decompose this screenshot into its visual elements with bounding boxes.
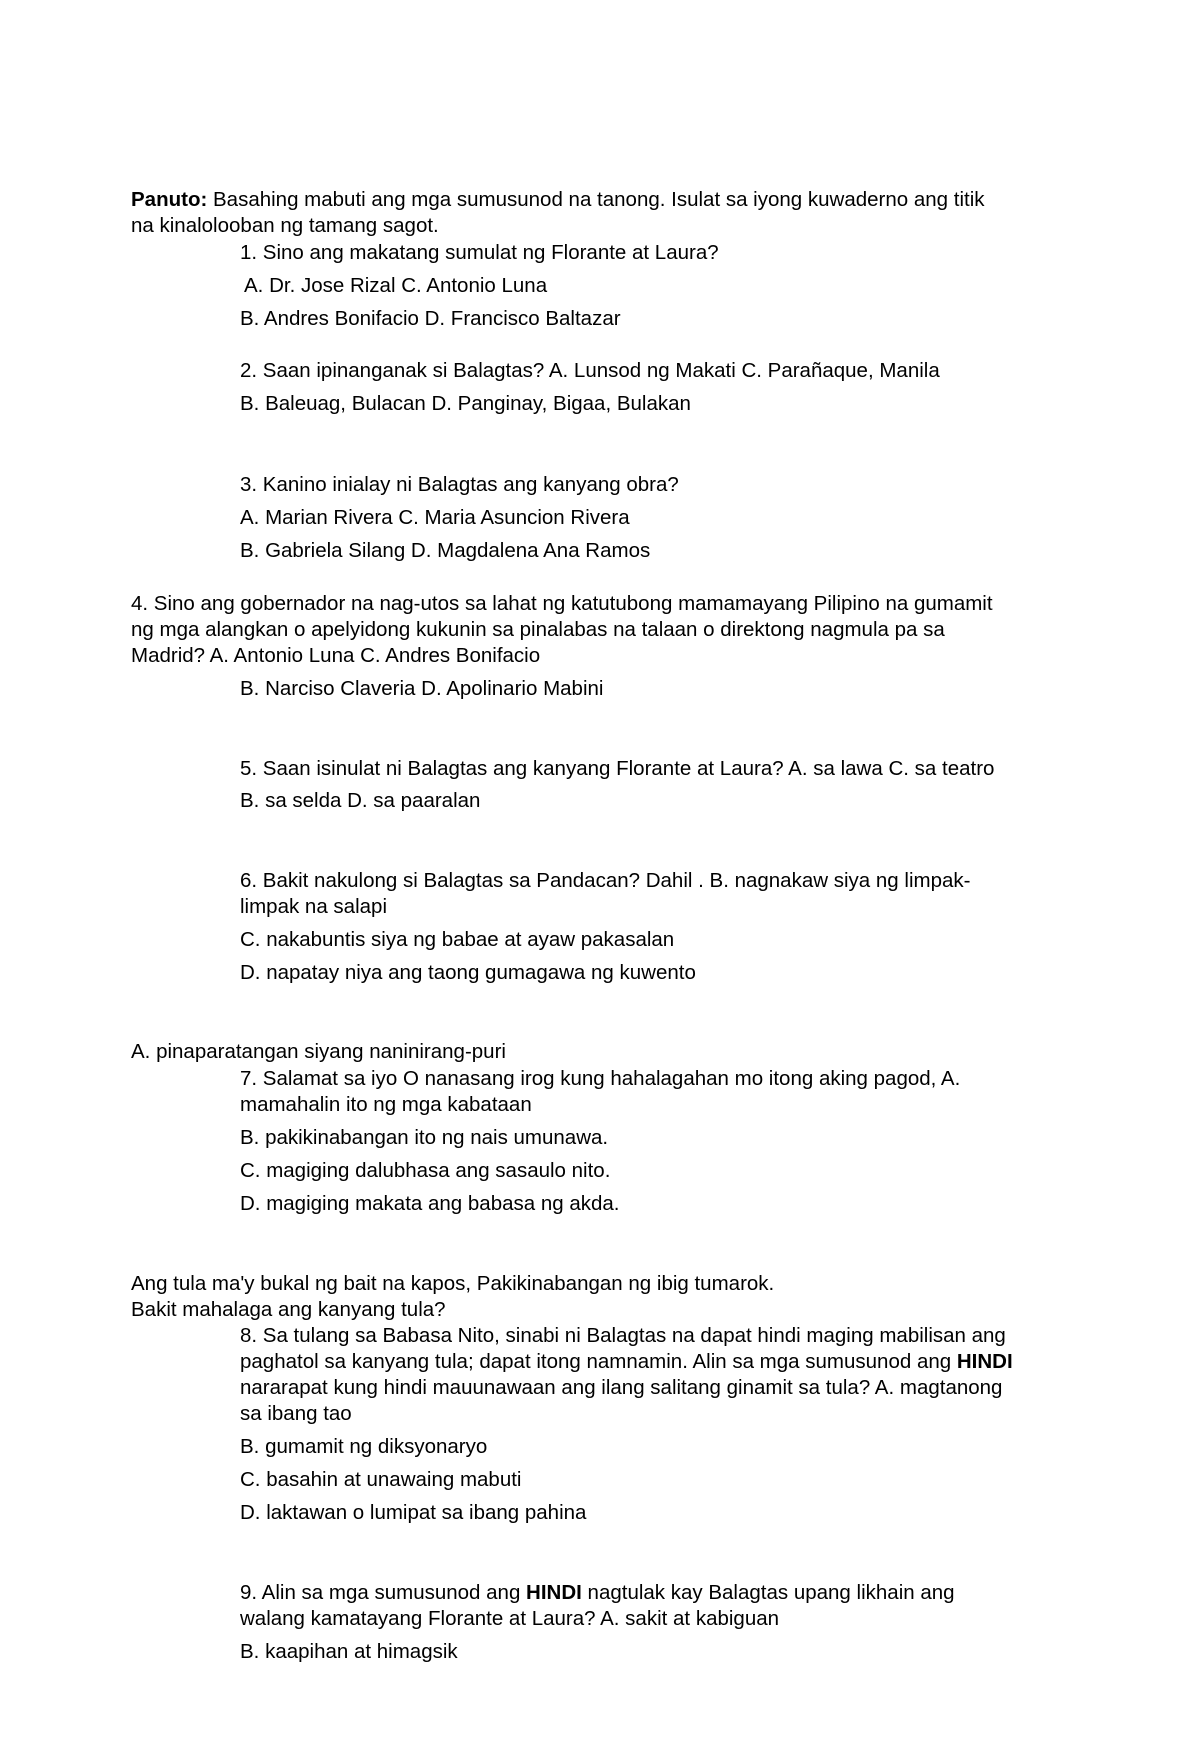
question-6-line-2: limpak na salapi (240, 895, 387, 918)
question-2-options-b-d: B. Baleuag, Bulacan D. Panginay, Bigaa, Bulakan (240, 392, 691, 415)
question-1-options-a-c: A. Dr. Jose Rizal C. Antonio Luna (244, 274, 548, 297)
question-9-line-1-text: 9. Alin sa mga sumusunod ang (240, 1581, 527, 1604)
question-8-emphasis: HINDI (956, 1350, 1013, 1373)
question-8-line-2-text: paghatol sa kanyang tula; dapat itong namnamin. Alin sa mga sumusunod ang (240, 1350, 957, 1373)
question-3-options-a-c: A. Marian Rivera C. Maria Asuncion Rivera (240, 506, 630, 529)
instructions-text: Basahing mabuti ang mga sumusunod na tanong. Isulat sa iyong kuwaderno ang titik (207, 188, 985, 211)
question-5: 5. Saan isinulat ni Balagtas ang kanyang Florante at Laura? A. sa lawa C. sa teatro (240, 757, 995, 780)
question-7-line-1: 7. Salamat sa iyo O nanasang irog kung hahalagahan mo itong aking pagod, A. (240, 1067, 961, 1090)
instructions-line-1 (131, 187, 985, 213)
question-8-option-c: C. basahin at unawaing mabuti (240, 1468, 522, 1491)
question-1: 1. Sino ang makatang sumulat ng Florante at Laura? (240, 241, 719, 264)
question-9-option-b: B. kaapihan at himagsik (240, 1640, 458, 1663)
question-1-options-b-d: B. Andres Bonifacio D. Francisco Baltazar (240, 307, 621, 330)
passage-line-2: Bakit mahalaga ang kanyang tula? (131, 1298, 446, 1321)
question-4-line-2: ng mga alangkan o apelyidong kukunin sa pinalabas na talaan o direktong nagmula pa sa (131, 618, 945, 641)
question-8-line-2 (240, 1349, 1013, 1375)
instructions-label: Panuto: (131, 188, 208, 211)
question-8-option-b: B. gumamit ng diksyonaryo (240, 1435, 488, 1458)
question-9-line-1-rest: nagtulak kay Balagtas upang likhain ang (581, 1581, 955, 1604)
question-5-options-b-d: B. sa selda D. sa paaralan (240, 789, 481, 812)
question-4-options-b-d: B. Narciso Claveria D. Apolinario Mabini (240, 677, 604, 700)
question-7-option-d: D. magiging makata ang babasa ng akda. (240, 1192, 620, 1215)
question-3: 3. Kanino inialay ni Balagtas ang kanyang obra? (240, 473, 679, 496)
question-8-line-1: 8. Sa tulang sa Babasa Nito, sinabi ni Balagtas na dapat hindi maging mabilisan ang (240, 1324, 1006, 1347)
question-8-line-3: nararapat kung hindi mauunawaan ang ilang salitang ginamit sa tula? A. magtanong (240, 1376, 1003, 1399)
question-9-line-2: walang kamatayang Florante at Laura? A. sakit at kabiguan (240, 1607, 780, 1630)
question-7-line-2: mamahalin ito ng mga kabataan (240, 1093, 532, 1116)
question-6-option-c: C. nakabuntis siya ng babae at ayaw pakasalan (240, 928, 675, 951)
question-7-option-c: C. magiging dalubhasa ang sasaulo nito. (240, 1159, 611, 1182)
question-4-line-1: 4. Sino ang gobernador na nag-utos sa lahat ng katutubong mamamayang Pilipino na gumamit (131, 592, 993, 615)
question-8-option-d: D. laktawan o lumipat sa ibang pahina (240, 1501, 587, 1524)
question-6-option-d: D. napatay niya ang taong gumagawa ng kuwento (240, 961, 696, 984)
passage-line-1: Ang tula ma'y bukal ng bait na kapos, Pakikinabangan ng ibig tumarok. (131, 1272, 775, 1295)
question-3-options-b-d: B. Gabriela Silang D. Magdalena Ana Ramos (240, 539, 651, 562)
question-8-line-4: sa ibang tao (240, 1402, 352, 1425)
question-9-line-1 (240, 1580, 955, 1606)
question-9-emphasis: HINDI (526, 1581, 582, 1604)
question-2: 2. Saan ipinanganak si Balagtas? A. Lunsod ng Makati C. Parañaque, Manila (240, 359, 940, 382)
question-4-line-3: Madrid? A. Antonio Luna C. Andres Bonifacio (131, 644, 541, 667)
question-7-option-b: B. pakikinabangan ito ng nais umunawa. (240, 1126, 609, 1149)
question-6-line-1: 6. Bakit nakulong si Balagtas sa Pandacan? Dahil . B. nagnakaw siya ng limpak- (240, 869, 971, 892)
question-6-option-a: A. pinaparatangan siyang naninirang-puri (131, 1040, 506, 1063)
instructions-line-2: na kinalolooban ng tamang sagot. (131, 214, 439, 237)
